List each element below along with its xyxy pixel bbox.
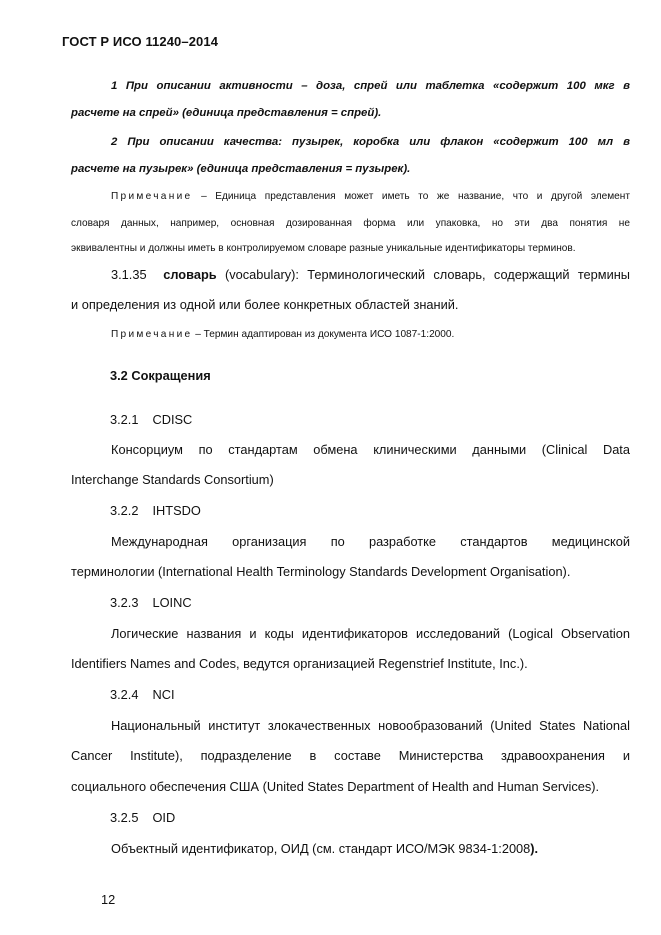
abbr-1-line-1: Консорциум по стандартам обмена клиническими данными (Clinical Data: [111, 442, 630, 457]
abbr-1-line-2: Interchange Standards Consortium): [71, 472, 274, 487]
term-vocabulary-line-2: и определения из одной или более конкретных областей знаний.: [71, 297, 459, 312]
note-1-line-1: Примечание – Единица представления может иметь то же название, что и другой элемент: [111, 191, 630, 202]
page-header-standard-title: ГОСТ Р ИСО 11240–2014: [62, 34, 219, 49]
example-2-line-2: расчете на пузырек» (единица представления = пузырек).: [71, 163, 411, 175]
example-2-line-1: 2 При описании качества: пузырек, коробка или флакон «содержит 100 мл в: [111, 136, 630, 148]
example-1-line-2: расчете на спрей» (единица представления = спрей).: [71, 107, 382, 119]
abbr-4-line-1: Национальный институт злокачественных новообразований (United States National: [111, 718, 630, 733]
term-vocabulary-line-1: 3.1.35 словарь (vocabulary): Терминологический словарь, содержащий термины: [111, 267, 630, 282]
note-1-line-3: эквивалентны и должны иметь в контролируемом словаре разные уникальные идентификаторы терминов.: [71, 243, 576, 254]
term-word: словарь: [163, 267, 217, 282]
term-number: 3.1.35: [111, 267, 147, 282]
note-2-label: Примечание: [111, 329, 193, 340]
abbr-3-line-2: Identifiers Names and Codes, ведутся организацией Regenstrief Institute, Inc.).: [71, 656, 528, 671]
page-number: 12: [101, 892, 116, 907]
abbr-4-title: 3.2.4 NCI: [110, 687, 175, 702]
note-2: Примечание – Термин адаптирован из документа ИСО 1087-1:2000.: [111, 329, 455, 340]
abbr-5-line-1: Объектный идентификатор, ОИД (см. стандарт ИСО/МЭК 9834-1:2008).: [111, 841, 539, 856]
note-1-line-2: словаря данных, например, основная дозированная форма или упаковка, но эти два понятия не: [71, 218, 630, 229]
example-1-line-1: 1 При описании активности – доза, спрей или таблетка «содержит 100 мкг в: [111, 80, 630, 92]
section-heading-abbreviations: 3.2 Сокращения: [110, 368, 211, 383]
abbr-2-line-1: Международная организация по разработке стандартов медицинской: [111, 534, 630, 549]
abbr-4-line-3: социального обеспечения США (United States Department of Health and Human Services).: [71, 779, 600, 794]
abbr-3-line-1: Логические названия и коды идентификаторов исследований (Logical Observation: [111, 626, 630, 641]
abbr-3-title: 3.2.3 LOINC: [110, 595, 192, 610]
abbr-1-title: 3.2.1 CDISC: [110, 412, 193, 427]
note-1-label: Примечание: [111, 191, 193, 202]
abbr-5-title: 3.2.5 OID: [110, 810, 176, 825]
abbr-2-line-2: терминологии (International Health Terminology Standards Development Organisation).: [71, 564, 571, 579]
abbr-2-title: 3.2.2 IHTSDO: [110, 503, 201, 518]
abbr-4-line-2: Cancer Institute), подразделение в составе Министерства здравоохранения и: [71, 748, 630, 763]
